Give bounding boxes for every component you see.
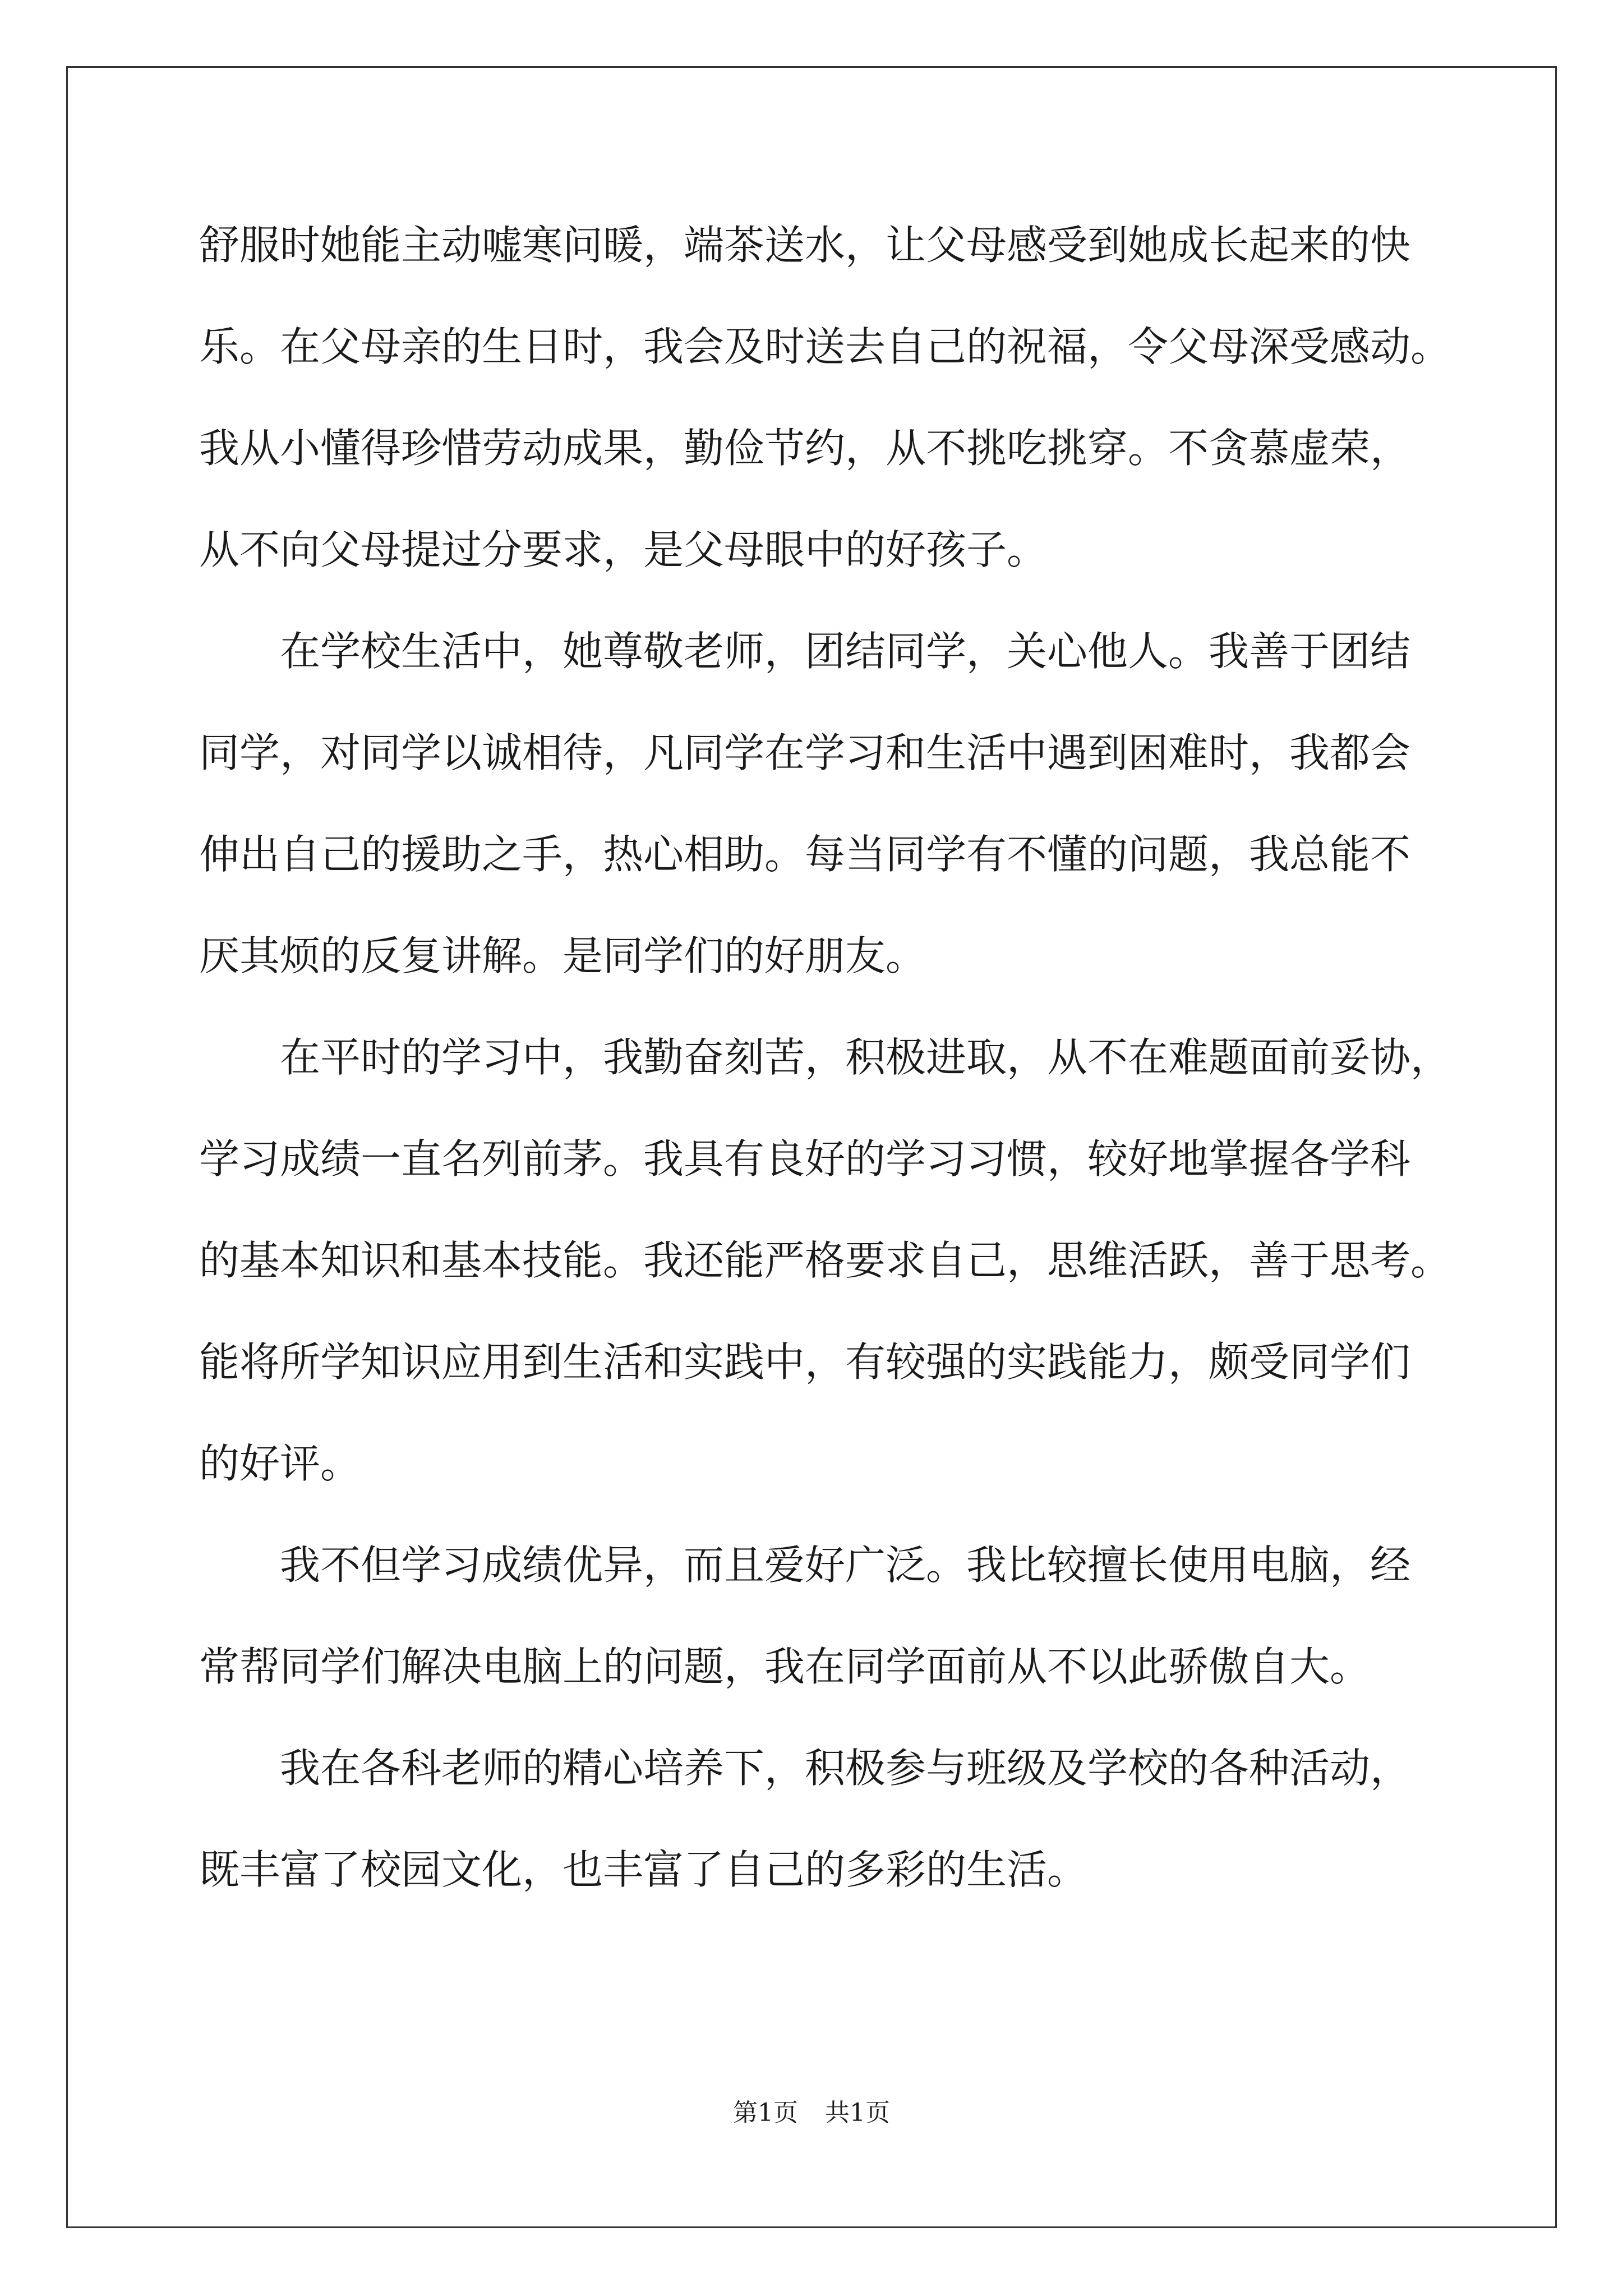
text-line: 乐。在父母亲的生日时，我会及时送去自己的祝福，令父母深受感动。 — [199, 323, 1451, 370]
text-line: 厌其烦的反复讲解。是同学们的好朋友。 — [199, 932, 926, 979]
page-number: 第1页 — [733, 2099, 798, 2127]
page-footer — [0, 2092, 1623, 2128]
text-line: 舒服时她能主动嘘寒问暖，端茶送水，让父母感受到她成长起来的快 — [199, 222, 1411, 269]
text-line: 能将所学知识应用到生活和实践中，有较强的实践能力，颇受同学们 — [199, 1338, 1411, 1386]
text-line: 我从小懂得珍惜劳动成果，勤俭节约，从不挑吃挑穿。不贪慕虚荣， — [199, 425, 1411, 472]
text-line: 我在各科老师的精心培养下，积极参与班级及学校的各种活动， — [199, 1745, 1411, 1792]
text-line: 的好评。 — [199, 1440, 361, 1487]
text-line: 在平时的学习中，我勤奋刻苦，积极进取，从不在难题面前妥协， — [199, 1034, 1451, 1081]
text-line: 同学，对同学以诚相待，凡同学在学习和生活中遇到困难时，我都会 — [199, 729, 1411, 776]
text-line: 在学校生活中，她尊敬老师，团结同学，关心他人。我善于团结 — [199, 628, 1411, 675]
text-line: 的基本知识和基本技能。我还能严格要求自己，思维活跃，善于思考。 — [199, 1237, 1451, 1284]
text-line: 我不但学习成绩优异，而且爱好广泛。我比较擅长使用电脑，经 — [199, 1542, 1411, 1589]
text-line: 既丰富了校园文化，也丰富了自己的多彩的生活。 — [199, 1846, 1088, 1893]
text-line: 学习成绩一直名列前茅。我具有良好的学习习惯，较好地掌握各学科 — [199, 1135, 1411, 1182]
page-total: 共1页 — [825, 2099, 890, 2127]
text-line: 从不向父母提过分要求，是父母眼中的好孩子。 — [199, 526, 1048, 573]
text-line: 常帮同学们解决电脑上的问题，我在同学面前从不以此骄傲自大。 — [199, 1643, 1371, 1690]
text-line: 伸出自己的援助之手，热心相助。每当同学有不懂的问题，我总能不 — [199, 831, 1411, 878]
document-body — [199, 214, 1451, 1940]
